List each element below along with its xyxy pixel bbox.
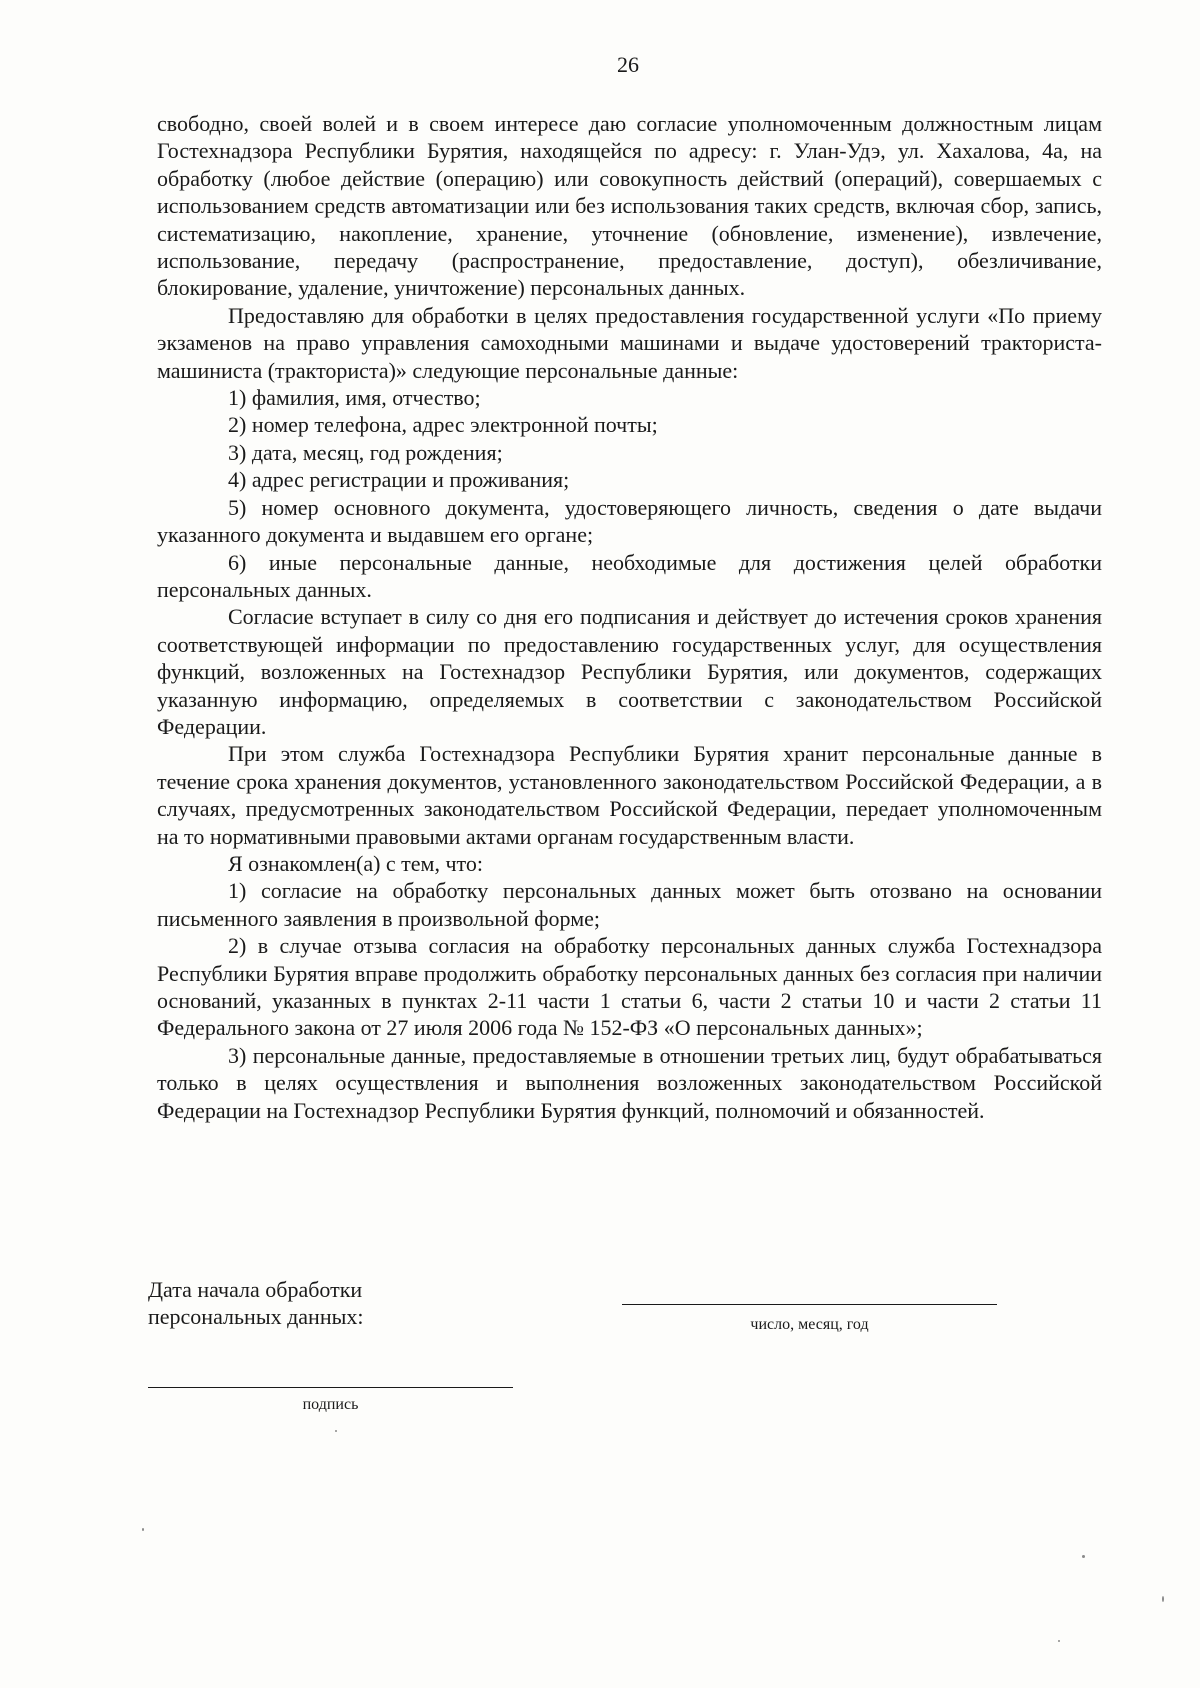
list-item: 5) номер основного документа, удостоверяющего личность, сведения о дате выдачи указанного документа и выдавшем его органе; [157,494,1102,548]
list-item: 1) фамилия, имя, отчество; [228,385,481,411]
scan-speck [1058,1640,1060,1642]
list-item: 2) в случае отзыва согласия на обработку персональных данных служба Гостехнадзора Республики Бурятия вправе продолжить обработку персональных данных без согласия при наличии оснований, указанных в пунктах 2-11 части 1 статьи 6, части 2 статьи 10 и части 2 статьи 11 Федерального закона от 27 июля 2006 года № 152-ФЗ «О персональных данных»; [157,933,1102,1041]
scan-speck [1082,1555,1085,1558]
date-label-line: персональных данных: [148,1304,364,1329]
paragraph-validity: Согласие вступает в силу со дня его подписания и действует до истечения сроков хранения соответствующей информации по предоставлению государственных услуг, для осуществления функций, возложенных на Гостехнадзор Республики Бурятия, или документов, содержащих указанную информацию, определяемых в соответствии с законодательством Российской Федерации. [157,604,1102,739]
list-item: 3) дата, месяц, год рождения; [228,439,503,465]
paragraph-storage: При этом служба Гостехнадзора Республики Бурятия хранит персональные данные в течение срока хранения документов, установленного законодательством Российской Федерации, а в случаях, предусмотренных законодательством Российской Федерации, передает уполномоченным на то нормативными правовыми актами органам государственным власти. [157,741,1102,849]
scan-speck [142,1528,144,1531]
scan-speck [1162,1596,1164,1602]
scan-speck [335,1430,337,1432]
page-number: 26 [617,52,639,77]
consent-body [157,110,1102,1124]
signature-caption: подпись [302,1396,359,1413]
processing-start-date-label [148,1276,364,1330]
paragraph-service-purpose: Предоставляю для обработки в целях предоставления государственной услуги «По приему экзаменов на право управления самоходными машинами и выдаче удостоверений тракториста-машиниста (тракториста)» следующие персональные данные: [157,302,1102,383]
list-item: 3) персональные данные, предоставляемые в отношении третьих лиц, будут обрабатываться только в целях осуществления и выполнения возложенных законодательством Российской Федерации на Гостехнадзор Республики Бурятия функций, полномочий и обязанностей. [157,1042,1102,1123]
date-label-line: Дата начала обработки [148,1277,363,1302]
date-caption: число, месяц, год [750,1316,869,1333]
date-signature-line [622,1304,997,1305]
signature-line [148,1387,513,1388]
list-item: 6) иные персональные данные, необходимые для достижения целей обработки персональных данных. [157,549,1102,602]
list-item: 2) номер телефона, адрес электронной почты; [228,412,658,438]
list-item: 4) адрес регистрации и проживания; [228,467,570,493]
list-item: 1) согласие на обработку персональных данных может быть отозвано на основании письменного заявления в произвольной форме; [157,878,1102,931]
paragraph-acknowledgement: Я ознакомлен(а) с тем, что: [228,850,483,876]
paragraph-consent-scope: свободно, своей волей и в своем интересе даю согласие уполномоченным должностным лицам Гостехнадзора Республики Бурятия, находящейся по адресу: г. Улан-Удэ, ул. Хахалова, 4а, на обработку (любое действие (операцию) или совокупность действий (операций), совершаемых с использованием средств автоматизации или без использования таких средств, включая сбор, запись, систематизацию, накопление, хранение, уточнение (обновление, изменение), извлечение, использование, передачу (распространение, предоставление, доступ), обезличивание, блокирование, удаление, уничтожение) персональных данных. [157,111,1102,301]
